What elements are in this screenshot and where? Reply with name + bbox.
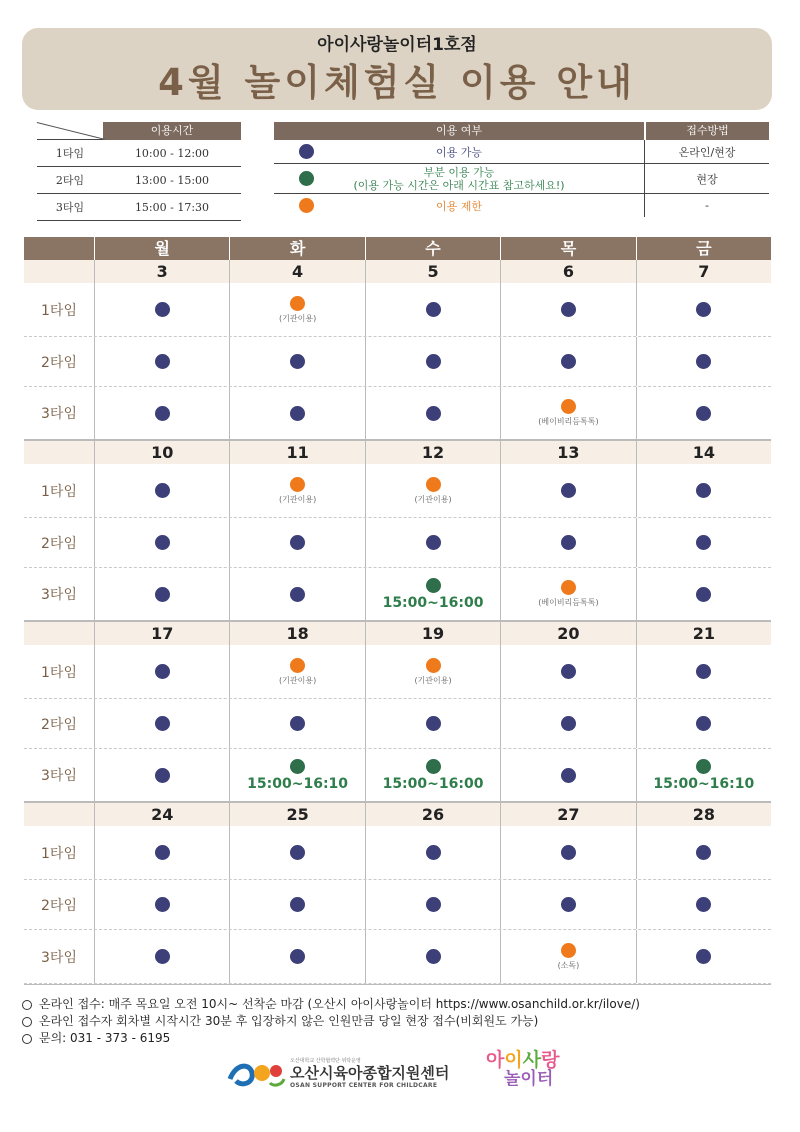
schedule-cell bbox=[229, 518, 364, 567]
date-label: 5 bbox=[365, 260, 500, 283]
restricted-dot-icon bbox=[299, 198, 314, 213]
schedule-cell bbox=[94, 930, 229, 983]
available-dot-icon bbox=[426, 535, 441, 550]
time-slot-row bbox=[24, 337, 771, 387]
cell-note: (베이비리듬톡톡) bbox=[538, 598, 599, 607]
schedule-cell bbox=[500, 283, 635, 336]
schedule-cell bbox=[500, 645, 635, 698]
schedule-cell bbox=[365, 930, 500, 983]
circle-bullet-icon bbox=[22, 1000, 32, 1010]
schedule-cell bbox=[500, 518, 635, 567]
available-dot-icon bbox=[426, 302, 441, 317]
time-slot-row bbox=[24, 568, 771, 622]
weekday-label: 월 bbox=[94, 237, 229, 260]
weekday-label: 목 bbox=[500, 237, 635, 260]
week-dates-row bbox=[24, 622, 771, 645]
cell-note: (기관이용) bbox=[414, 675, 452, 685]
footer-line: 온라인 접수: 매주 목요일 오전 10시~ 선착순 마감 (오산시 아이사랑놀이터 https://www.osanchild.or.kr/ilove/) bbox=[22, 996, 640, 1013]
schedule-cell bbox=[94, 387, 229, 439]
time-range: 10:00 - 12:00 bbox=[134, 147, 210, 160]
schedule-cell bbox=[365, 518, 500, 567]
schedule-cell bbox=[229, 568, 364, 620]
date-label: 11 bbox=[229, 441, 364, 464]
schedule-cell bbox=[636, 826, 771, 879]
time-slot-row bbox=[24, 930, 771, 984]
schedule-cell bbox=[365, 387, 500, 439]
center-english-name: OSAN SUPPORT CENTER FOR CHILDCARE bbox=[290, 1081, 438, 1089]
time-table-header: 이용시간 bbox=[103, 122, 241, 140]
schedule-week bbox=[24, 260, 771, 441]
time-slot-label: 3타임 bbox=[41, 587, 77, 603]
available-dot-icon bbox=[290, 716, 305, 731]
schedule-cell bbox=[365, 283, 500, 336]
available-dot-icon bbox=[561, 845, 576, 860]
restricted-dot-icon bbox=[290, 296, 305, 311]
date-label: 13 bbox=[500, 441, 635, 464]
schedule-cell bbox=[365, 699, 500, 748]
available-dot-icon bbox=[696, 845, 711, 860]
schedule-cell bbox=[229, 283, 364, 336]
time-range: 15:00 - 17:30 bbox=[134, 201, 210, 214]
schedule-cell bbox=[636, 283, 771, 336]
available-dot-icon bbox=[290, 587, 305, 602]
partial-dot-icon bbox=[426, 578, 441, 593]
available-dot-icon bbox=[299, 144, 314, 159]
time-row bbox=[37, 167, 241, 194]
legend-row-restricted bbox=[274, 194, 769, 217]
date-label: 26 bbox=[365, 803, 500, 826]
time-range: 13:00 - 15:00 bbox=[134, 174, 210, 187]
title-banner bbox=[22, 28, 772, 110]
legend-text: 이용 가능 bbox=[435, 145, 482, 159]
footer-line: 문의: 031 - 373 - 6195 bbox=[22, 1030, 640, 1047]
available-dot-icon bbox=[426, 949, 441, 964]
cell-note: (기관이용) bbox=[414, 494, 452, 504]
cell-note: (베이비리듬톡톡) bbox=[538, 417, 599, 426]
available-dot-icon bbox=[696, 897, 711, 912]
schedule-cell bbox=[229, 749, 364, 801]
partial-dot-icon bbox=[696, 759, 711, 774]
circle-bullet-icon bbox=[22, 1034, 32, 1044]
time-slot-row bbox=[24, 645, 771, 699]
available-dot-icon bbox=[290, 949, 305, 964]
schedule-cell bbox=[500, 699, 635, 748]
time-table bbox=[37, 122, 241, 221]
schedule-cell bbox=[94, 826, 229, 879]
schedule-cell bbox=[94, 518, 229, 567]
date-label: 24 bbox=[94, 803, 229, 826]
legend-method: - bbox=[644, 194, 769, 217]
time-slot-label: 3타임 bbox=[41, 768, 77, 784]
schedule-cell bbox=[636, 337, 771, 386]
schedule-cell bbox=[636, 749, 771, 801]
available-dot-icon bbox=[426, 897, 441, 912]
schedule-week bbox=[24, 803, 771, 984]
available-dot-icon bbox=[561, 483, 576, 498]
schedule-cell bbox=[94, 749, 229, 801]
available-dot-icon bbox=[426, 406, 441, 421]
center-name: 오산시육아종합지원센터 bbox=[290, 1063, 450, 1082]
time-slot-label: 2타임 bbox=[41, 897, 77, 914]
date-label: 21 bbox=[636, 622, 771, 645]
schedule-cell bbox=[636, 518, 771, 567]
weekday-label: 화 bbox=[229, 237, 364, 260]
schedule-cell bbox=[500, 568, 635, 620]
available-dot-icon bbox=[155, 535, 170, 550]
osan-center-logo bbox=[226, 1057, 449, 1089]
ilove-playground-logo bbox=[486, 1050, 586, 1090]
footer-notes bbox=[22, 996, 640, 1047]
available-dot-icon bbox=[561, 535, 576, 550]
available-dot-icon bbox=[561, 354, 576, 369]
center-logo-mark-icon bbox=[226, 1057, 286, 1089]
available-dot-icon bbox=[155, 897, 170, 912]
schedule-cell bbox=[636, 699, 771, 748]
available-dot-icon bbox=[696, 587, 711, 602]
legend-text: 이용 제한 bbox=[435, 199, 482, 213]
schedule-cell bbox=[94, 880, 229, 929]
time-slot-label: 2타임 bbox=[41, 535, 77, 552]
legend-method: 온라인/현장 bbox=[644, 140, 769, 163]
time-slot-label: 1타임 bbox=[41, 483, 77, 500]
legend-row-partial bbox=[274, 164, 769, 194]
cell-note: (기관이용) bbox=[279, 675, 317, 685]
date-label: 6 bbox=[500, 260, 635, 283]
legend-header-method: 접수방법 bbox=[644, 122, 769, 140]
time-slot-label: 2타임 bbox=[41, 716, 77, 733]
time-slot-row bbox=[24, 826, 771, 880]
date-label: 7 bbox=[636, 260, 771, 283]
time-slot-row bbox=[24, 283, 771, 337]
schedule-cell bbox=[229, 337, 364, 386]
schedule-cell bbox=[500, 337, 635, 386]
schedule-cell bbox=[365, 568, 500, 620]
schedule-cell bbox=[94, 464, 229, 517]
schedule-cell bbox=[365, 880, 500, 929]
cell-note: (기관이용) bbox=[279, 313, 317, 323]
time-slot-label: 1타임 bbox=[41, 664, 77, 681]
available-dot-icon bbox=[155, 587, 170, 602]
available-dot-icon bbox=[155, 354, 170, 369]
time-slot-row bbox=[24, 749, 771, 803]
schedule-cell bbox=[229, 645, 364, 698]
schedule-cell bbox=[365, 826, 500, 879]
schedule-cell bbox=[500, 880, 635, 929]
time-slot-label: 1타임 bbox=[41, 302, 77, 319]
partial-time-label: 15:00~16:00 bbox=[382, 775, 484, 792]
available-dot-icon bbox=[155, 302, 170, 317]
schedule-cell bbox=[636, 880, 771, 929]
partial-dot-icon bbox=[426, 759, 441, 774]
time-slot-row bbox=[24, 518, 771, 568]
schedule-cell bbox=[229, 880, 364, 929]
partial-time-label: 15:00~16:10 bbox=[653, 775, 755, 792]
available-dot-icon bbox=[290, 845, 305, 860]
partial-time-label: 15:00~16:10 bbox=[247, 775, 349, 792]
available-dot-icon bbox=[290, 406, 305, 421]
partial-dot-icon bbox=[299, 171, 314, 186]
available-dot-icon bbox=[561, 897, 576, 912]
ilove-logo-bottom: 놀이터 bbox=[504, 1069, 554, 1089]
time-slot-label: 3타임 bbox=[41, 949, 77, 966]
weekday-label: 금 bbox=[636, 237, 771, 260]
date-label: 18 bbox=[229, 622, 364, 645]
available-dot-icon bbox=[696, 716, 711, 731]
ilove-logo-top: 아이사랑 bbox=[486, 1049, 560, 1071]
date-label: 10 bbox=[94, 441, 229, 464]
available-dot-icon bbox=[155, 406, 170, 421]
available-dot-icon bbox=[155, 716, 170, 731]
date-label: 27 bbox=[500, 803, 635, 826]
schedule-cell bbox=[94, 283, 229, 336]
footer-line: 온라인 접수자 회차별 시작시간 30분 후 입장하지 않은 인원만큼 당일 현장 접수(비회원도 가능) bbox=[22, 1013, 640, 1030]
restricted-dot-icon bbox=[426, 658, 441, 673]
time-slot-row bbox=[24, 387, 771, 441]
schedule-cell bbox=[229, 930, 364, 983]
available-dot-icon bbox=[155, 483, 170, 498]
legend-header-usage: 이용 여부 bbox=[274, 122, 644, 140]
page-title: 4월 놀이체험실 이용 안내 bbox=[158, 61, 636, 104]
schedule-cell bbox=[500, 464, 635, 517]
schedule-cell bbox=[500, 387, 635, 439]
restricted-dot-icon bbox=[561, 399, 576, 414]
page-subtitle: 아이사랑놀이터1호점 bbox=[317, 35, 477, 55]
schedule-cell bbox=[636, 568, 771, 620]
available-dot-icon bbox=[561, 768, 576, 783]
date-label: 3 bbox=[94, 260, 229, 283]
partial-dot-icon bbox=[290, 759, 305, 774]
available-dot-icon bbox=[696, 354, 711, 369]
legend-row-available bbox=[274, 140, 769, 164]
available-dot-icon bbox=[561, 302, 576, 317]
date-label: 28 bbox=[636, 803, 771, 826]
schedule-cell bbox=[365, 464, 500, 517]
date-label: 25 bbox=[229, 803, 364, 826]
available-dot-icon bbox=[155, 768, 170, 783]
center-tagline: 오산대학교 산학협력단 위탁운영 bbox=[290, 1057, 361, 1064]
available-dot-icon bbox=[561, 664, 576, 679]
schedule-cell bbox=[636, 464, 771, 517]
cell-note: (기관이용) bbox=[279, 494, 317, 504]
available-dot-icon bbox=[426, 845, 441, 860]
schedule-cell bbox=[229, 699, 364, 748]
schedule-cell bbox=[229, 826, 364, 879]
available-dot-icon bbox=[290, 897, 305, 912]
schedule-week bbox=[24, 441, 771, 622]
schedule-cell bbox=[94, 645, 229, 698]
restricted-dot-icon bbox=[426, 477, 441, 492]
legend-text: 부분 이용 가능 bbox=[423, 165, 495, 179]
time-slot-row bbox=[24, 699, 771, 749]
available-dot-icon bbox=[696, 406, 711, 421]
restricted-dot-icon bbox=[561, 580, 576, 595]
schedule-cell bbox=[229, 387, 364, 439]
time-row bbox=[37, 194, 241, 221]
weekday-label: 수 bbox=[365, 237, 500, 260]
time-name: 1타임 bbox=[55, 147, 85, 160]
legend-table bbox=[274, 122, 769, 217]
schedule-cell bbox=[365, 749, 500, 801]
date-label: 20 bbox=[500, 622, 635, 645]
schedule-cell bbox=[94, 337, 229, 386]
schedule-cell bbox=[500, 826, 635, 879]
time-name: 2타임 bbox=[55, 174, 85, 187]
time-slot-label: 3타임 bbox=[41, 406, 77, 422]
schedule-cell bbox=[365, 337, 500, 386]
schedule-cell bbox=[229, 464, 364, 517]
partial-time-label: 15:00~16:00 bbox=[382, 594, 484, 611]
time-slot-row bbox=[24, 880, 771, 930]
time-name: 3타임 bbox=[55, 201, 85, 214]
circle-bullet-icon bbox=[22, 1017, 32, 1027]
schedule-cell bbox=[94, 699, 229, 748]
available-dot-icon bbox=[561, 716, 576, 731]
time-slot-label: 1타임 bbox=[41, 845, 77, 862]
schedule-cell bbox=[500, 749, 635, 801]
date-label: 14 bbox=[636, 441, 771, 464]
schedule-cell bbox=[94, 568, 229, 620]
legend-method: 현장 bbox=[644, 164, 769, 193]
legend-subtext: (이용 가능 시간은 아래 시간표 참고하세요!) bbox=[353, 178, 565, 192]
week-dates-row bbox=[24, 803, 771, 826]
restricted-dot-icon bbox=[290, 658, 305, 673]
available-dot-icon bbox=[426, 354, 441, 369]
date-label: 4 bbox=[229, 260, 364, 283]
available-dot-icon bbox=[696, 302, 711, 317]
date-label: 12 bbox=[365, 441, 500, 464]
time-slot-row bbox=[24, 464, 771, 518]
schedule-cell bbox=[636, 930, 771, 983]
available-dot-icon bbox=[696, 949, 711, 964]
available-dot-icon bbox=[696, 664, 711, 679]
weekday-header bbox=[24, 237, 771, 260]
available-dot-icon bbox=[155, 664, 170, 679]
week-dates-row bbox=[24, 260, 771, 283]
diagonal-header-cell bbox=[37, 122, 103, 140]
schedule-week bbox=[24, 622, 771, 803]
time-row bbox=[37, 140, 241, 167]
schedule-grid bbox=[24, 237, 771, 985]
restricted-dot-icon bbox=[290, 477, 305, 492]
available-dot-icon bbox=[155, 949, 170, 964]
restricted-dot-icon bbox=[561, 943, 576, 958]
available-dot-icon bbox=[696, 483, 711, 498]
available-dot-icon bbox=[290, 354, 305, 369]
schedule-cell bbox=[636, 645, 771, 698]
schedule-cell bbox=[365, 645, 500, 698]
available-dot-icon bbox=[290, 535, 305, 550]
date-label: 19 bbox=[365, 622, 500, 645]
available-dot-icon bbox=[426, 716, 441, 731]
schedule-cell bbox=[636, 387, 771, 439]
date-label: 17 bbox=[94, 622, 229, 645]
cell-note: (소독) bbox=[557, 960, 580, 970]
schedule-cell bbox=[500, 930, 635, 983]
week-dates-row bbox=[24, 441, 771, 464]
available-dot-icon bbox=[696, 535, 711, 550]
time-slot-label: 2타임 bbox=[41, 354, 77, 371]
available-dot-icon bbox=[155, 845, 170, 860]
